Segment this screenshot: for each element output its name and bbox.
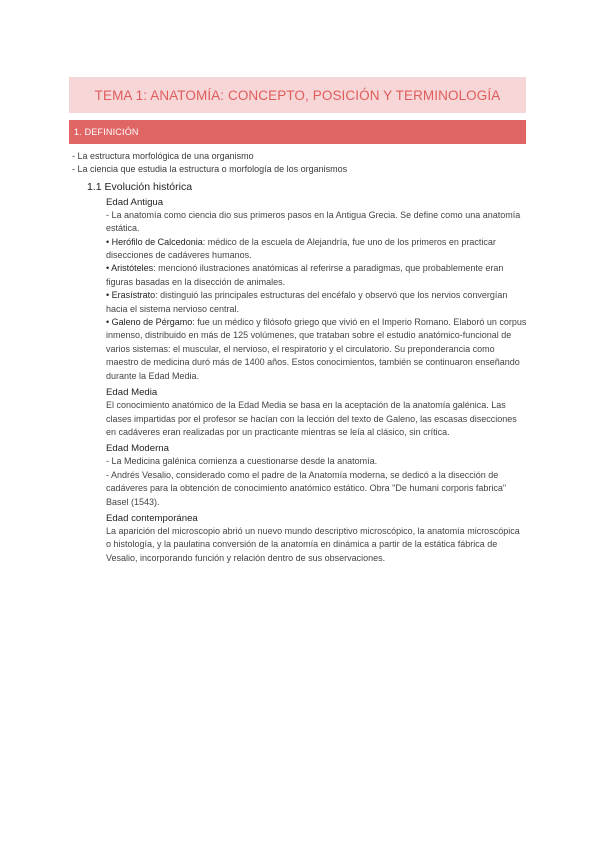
erasistrato-text: : distinguió las principales estructuras del encéfalo y observó que los nervios convergían hacia el sistema nervioso central. [106,290,508,314]
erasistrato-name: • Erasístrato [106,290,156,301]
era-moderna-line-2: - Andrés Vesalio, considerado como el padre de la Anatomía moderna, se dedicó a la disección de cadáveres para la obtención de conocimiento anatómico estático. Obra "De humani corporis fabrica" Basel (1543). [106,469,507,507]
era-contemporanea-heading: Edad contemporánea [106,512,198,524]
subsection-heading: 1.1 Evolución histórica [87,180,193,193]
herofilo-paragraph [106,236,527,263]
era-media-text: El conocimiento anatómico de la Edad Media se basa en la aceptación de la anatomía galénica. Las clases impartidas por el profesor se hacían con la lección del texto de Galeno, las escasas disecciones en cadáveres eran realizadas por un practicante mientras se leía al clásico, sin crítica. [106,400,517,437]
definition-line-2: - La ciencia que estudia la estructura o morfología de los organismos [72,164,348,175]
galeno-paragraph [106,316,527,383]
content-body [72,150,527,565]
era-media-heading: Edad Media [106,387,158,399]
era-contemporanea-text: La aparición del microscopio abrió un nuevo mundo descriptivo microscópico, la anatomía microscópica o histología, y la paulatina conversión de la anatomía en dinámica a partir de la estática fábrica de Vesalio, incorporando función y relación dentro de sus observaciones. [106,525,520,563]
erasistrato-paragraph [106,289,527,316]
era-antigua-intro: - La anatomía como ciencia dio sus primeros pasos en la Antigua Grecia. Se define como una anatomía estática. [106,209,521,234]
era-antigua-heading: Edad Antigua [106,196,164,208]
era-moderna-line-1: - La Medicina galénica comienza a cuestionarse desde la anatomía. [106,456,378,467]
herofilo-name: • Herófilo de Calcedonia [106,236,203,247]
aristoteles-text: : mencionó ilustraciones anatómicas al referirse a paradigmas, que probablemente eran figuras basadas en la disección de animales. [106,263,504,287]
galeno-text: : fue un médico y filósofo griego que vivió en el Imperio Romano. Elaboró un corpus inmenso, distribuido en más de 125 volúmenes, que trataban sobre el estudio anatómico-funcional de varios sistemas: el muscular, el nervioso, el respiratorio y el circulatorio. Su preponderancia como maestro de medicina duró más de 1400 años. Estos conocimientos, también se continuaron enseñando durante la Edad Media. [106,317,527,381]
aristoteles-name: • Aristóteles [106,263,154,274]
page-title: TEMA 1: ANATOMÍA: CONCEPTO, POSICIÓN Y TERMINOLOGÍA [94,87,501,103]
herofilo-text: : médico de la escuela de Alejandría, fue uno de los primeros en practicar disecciones de cadáveres humanos. [106,236,496,261]
aristoteles-paragraph [106,262,527,289]
section-banner [69,120,526,144]
galeno-name: • Galeno de Pérgamo [106,317,193,328]
era-moderna-heading: Edad Moderna [106,443,169,455]
title-banner [69,77,526,113]
era-antigua [106,196,527,565]
section-title: 1. DEFINICIÓN [74,127,139,137]
definition-line-1: - La estructura morfológica de una organismo [72,151,254,161]
